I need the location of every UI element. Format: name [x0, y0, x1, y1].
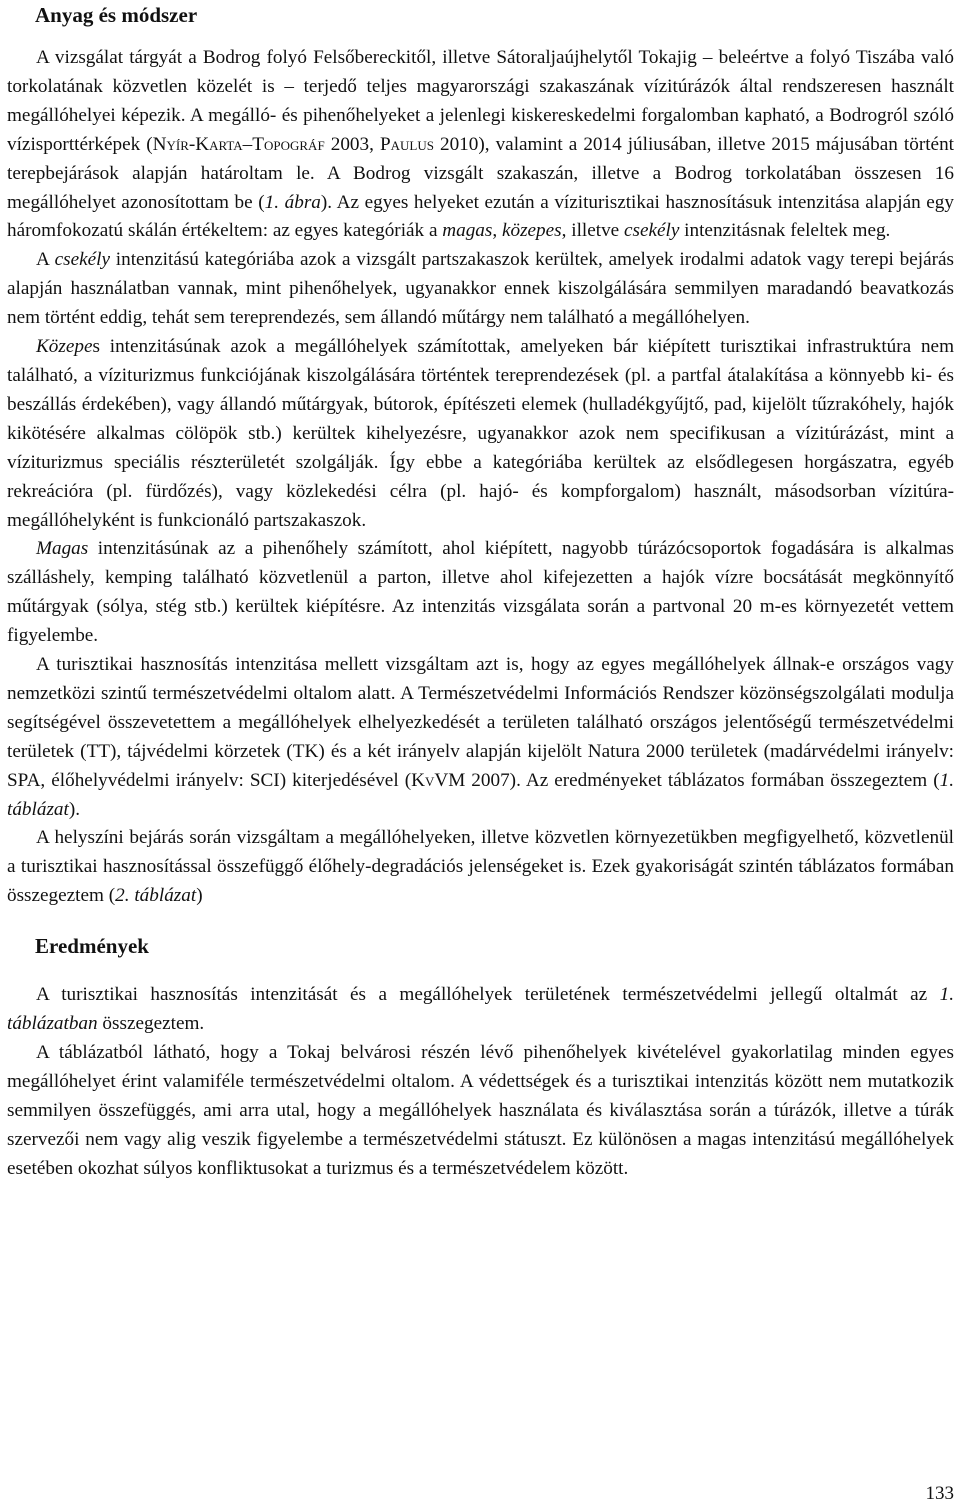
section-heading-results: Eredmények	[35, 934, 149, 959]
paragraph: Közepes intenzitásúnak azok a megállóhelyek számítottak, amelyeken bár kiépített turisztikai infrastruktúra nem található, a víziturizmus funkciójának kiszolgálására történtek tereprendezések (pl. a partfal átalakítása a könnyebb ki- és beszállás érdekében), vagy állandó műtárgyak, bútorok, építészeti elemek (hulladékgyűjtő, pad, kijelölt tűzrakóhely, hajók kikötésére alkalmas cölöpök stb.) kerültek kihelyezésre, ugyanakkor azok nem specifikusan a vízitúrázást, mint a víziturizmus speciális részterületét szolgálják. Így ebbe a kategóriába kerültek az elsődlegesen horgászatra, egyéb rekreációra (pl. fürdőzés), vagy közlekedési célra (pl. hajó- és kompforgalom) használt, másodsorban vízitúra-megállóhelyként is funkcionáló partszakaszok.	[7, 336, 954, 531]
paragraph: A turisztikai hasznosítás intenzitását és a megállóhelyek területének természetvédelmi jellegű oltalmát az 1. táblázatban összegeztem.	[7, 984, 954, 1035]
citation: KvVM	[411, 769, 466, 791]
paragraph: A táblázatból látható, hogy a Tokaj belvárosi részén lévő pihenőhelyek kivételével gyakorlatilag minden egyes megállóhelyet érint valamiféle természetvédelmi oltalom. A védettségek és a turisztikai intenzitás között nem mutatkozik semmilyen összefüggés, ami arra utal, hogy a megállóhelyek használata és kiválasztása során a túrázók, illetve a túrák szervezői nem vagy alig veszik figyelembe a természetvédelmi státuszt. Ez különösen a magas intenzitású megállóhelyek esetében okozhat súlyos konfliktusokat a turizmus és a természetvédelem között.	[7, 1042, 954, 1179]
category-term: Magas	[36, 538, 89, 560]
citation: Paulus	[379, 133, 434, 155]
results-section	[7, 981, 954, 1183]
section-heading-methods: Anyag és módszer	[35, 3, 198, 27]
paragraph: A helyszíni bejárás során vizsgáltam a megállóhelyeken, illetve közvetlen környezetükben megfigyelhető, közvetlenül a turisztikai hasznosítással összefüggő élőhely-degradációs jelenségeket is. Ezek gyakoriságát szintén táblázatos formában összegeztem (2. táblázat)	[7, 827, 954, 907]
table-reference: 1. táblázat	[7, 769, 954, 820]
category-term: csekély	[54, 249, 110, 271]
paragraph: A turisztikai hasznosítás intenzitása mellett vizsgáltam azt is, hogy az egyes megállóhelyek állnak-e országos vagy nemzetközi szintű természetvédelmi oltalom alatt. A Természetvédelmi Információs Rendszer közönségszolgálati modulja segítségével összevetettem a megállóhelyek elhelyezkedését a területen található országos jelentőségű természetvédelmi területek (TT), tájvédelmi körzetek (TK) és a két irányelv alapján kijelölt Natura 2000 területek (madárvédelmi irányelv: SPA, élőhelyvédelmi irányelv: SCI) kiterjedésével (KvVM 2007). Az eredményeket táblázatos formában összegeztem (1. táblázat).	[7, 654, 954, 820]
category-term: közepes	[501, 220, 562, 242]
paragraph: Magas intenzitásúnak az a pihenőhely számított, ahol kiépített, nagyobb túrázócsoportok fogadására is alkalmas szálláshely, kemping található közvetlenül a parton, illetve ahol kifejezetten a hajók vízre bocsátását megkönnyítő műtárgyak (sólya, stég stb.) kerültek kiépítésre. Az intenzitás vizsgálata során a partvonal 20 m-es környezetét vettem figyelembe.	[7, 538, 954, 647]
table-reference: 2. táblázat	[115, 885, 197, 907]
paragraph: A csekély intenzitású kategóriába azok a vizsgált partszakaszok kerültek, amelyek irodalmi adatok vagy terepi bejárás alapján használatban vannak, mint pihenőhelyek, ugyanakkor ennek kiszolgálására semmilyen maradandó beavatkozás nem történt eddig, tehát sem tereprendezés, sem állandó műtárgy nem található a megállóhelyen.	[7, 249, 954, 329]
paragraph: A vizsgálat tárgyát a Bodrog folyó Felsőbereckitől, illetve Sátoraljaújhelytől Tokajig – beleértve a folyó Tiszába való torkolatának közvetlen közelét is – terjedő teljes magyarországi szakaszának vízitúrázók által rendszeresen használt megállóhelyei képezik. A megálló- és pihenőhelyeket a jelenlegi kiskereskedelmi forgalomban kapható, a Bodrogról szóló vízisporttérképek (Nyír-Karta–Topográf 2003, Paulus 2010), valamint a 2014 júliusában, illetve 2015 májusában történt terepbejárások alapján határoltam le. A Bodrog vizsgált szakaszán, illetve a Bodrog torkolatában összesen 16 megállóhelyet azonosítottam be (1. ábra). Az egyes helyeket ezután a víziturisztikai hasznosításuk intenzitása alapján egy háromfokozatú skálán értékeltem: az egyes kategóriák a magas, közepes, illetve csekély intenzitásnak feleltek meg.	[7, 47, 954, 242]
category-term: magas	[442, 220, 493, 242]
table-reference: 1. táblázatban	[7, 984, 954, 1035]
category-term: csekély	[623, 220, 680, 242]
methods-section	[7, 44, 954, 911]
page-number: 133	[925, 1483, 954, 1504]
citation: Nyír-Karta–Topográf	[152, 133, 325, 155]
figure-reference: 1. ábra	[264, 191, 321, 213]
category-term: Közepe	[36, 336, 93, 358]
